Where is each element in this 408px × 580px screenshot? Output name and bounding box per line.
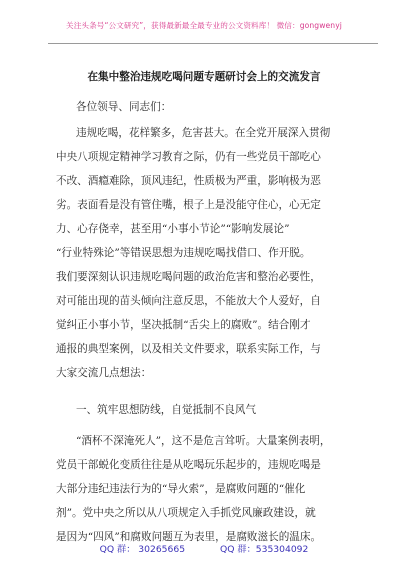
- paragraph-line: 党员干部蜕化变质往往是从吃喝玩乐起步的，违规吃喝是: [56, 459, 321, 471]
- paragraph-line: 觉纠正小事小节，坚决抵制“舌尖上的腐败”。结合刚才: [56, 319, 311, 331]
- paragraph-line: 大家交流几点想法：: [56, 367, 152, 379]
- paragraph-line: 中央八项规定精神学习教育之际，仍有一些党员干部吃心: [56, 151, 321, 163]
- paragraph-line: 是因为“四风”和腐败问题互为表里，是腐败滋长的温床。: [56, 531, 322, 543]
- footer-contact: [0, 541, 408, 555]
- paragraph-line: “酒杯不深淹死人”，这不是危言耸听。大量案例表明，: [76, 435, 331, 447]
- paragraph-line: 劣。表面看是没有管住嘴，根子上是没能守住心，心无定: [56, 199, 321, 211]
- paragraph-line: 剂”。党中央之所以从八项规定入手抓党风廉政建设，就: [56, 507, 316, 519]
- paragraph-line: 大部分违纪违法行为的“导火索”，是腐败问题的“催化: [56, 483, 306, 495]
- footer-qq-group-2: QQ 群：535304092: [220, 544, 309, 555]
- paragraph-line: 违规吃喝，花样繁多，危害甚大。在全党开展深入贯彻: [76, 127, 331, 139]
- header-banner: 关注头条号“公文研究”，获得最新最全最专业的公文资料库！ 微信：gongwenyj: [66, 21, 342, 30]
- header-divider: [48, 43, 378, 44]
- paragraph-line: 我们要深刻认识违规吃喝问题的政治危害和整治必要性，: [56, 271, 321, 283]
- salutation: 各位领导、同志们：: [76, 101, 172, 113]
- section-heading: 一、筑牢思想防线，自觉抵制不良风气: [76, 404, 257, 416]
- paragraph-line: 通报的典型案例，以及相关文件要求，联系实际工作，与: [56, 343, 321, 355]
- paragraph-line: 不改、酒瘾难除，顶风违纪，性质极为严重，影响极为恶: [56, 175, 321, 187]
- footer-qq-group-1: QQ 群： 30265665: [99, 544, 186, 555]
- paragraph-line: 对可能出现的苗头倾向注意反思，不能放大个人爱好，自: [56, 295, 321, 307]
- paragraph-line: 力、心存侥幸，甚至用“小事小节论”“影响发展论”: [56, 223, 290, 235]
- paragraph-line: “行业特殊论”等错误思想为违规吃喝找借口、作开脱。: [56, 247, 311, 259]
- document-title: 在集中整治违规吃喝问题专题研讨会上的交流发言: [87, 71, 321, 83]
